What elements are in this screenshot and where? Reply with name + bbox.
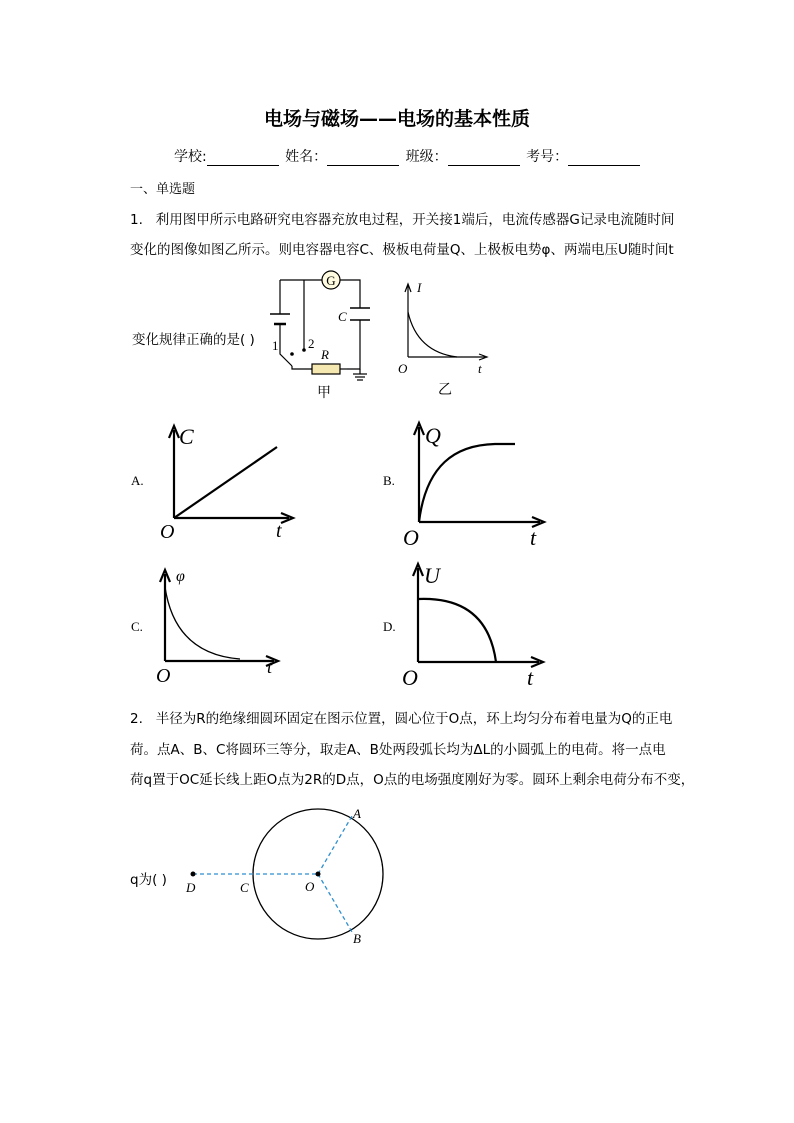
switch-label-2: 2 (308, 336, 315, 351)
current-decay-curve (408, 312, 457, 357)
option-c-origin: O (156, 665, 171, 687)
student-info-row (174, 146, 642, 166)
saturating-increase-curve (419, 444, 515, 522)
label-b: B (353, 931, 361, 946)
option-a-ylabel: C (179, 424, 194, 449)
school-label: 学校: (174, 149, 207, 165)
q2-line1 (130, 707, 672, 727)
name-label: 姓名： (285, 149, 328, 165)
exponential-decay-curve (165, 587, 240, 659)
meter-label: G (326, 273, 336, 288)
q2-text-1: 半径为R的绝缘细圆环固定在图示位置，圆心位于O点，环上均匀分布着电量为Q的正电 (155, 711, 673, 727)
ring-figure (180, 800, 400, 950)
q1-line1 (130, 208, 674, 228)
option-a-label[interactable]: A. (131, 473, 144, 488)
q1-text-2: 变化的图像如图乙所示。则电容器电容C、极板电荷量Q、上极板电势φ、两端电压U随时间t (130, 242, 674, 258)
yi-xlabel: t (478, 361, 482, 376)
capacitor-label: C (338, 309, 347, 324)
graph-current-time (395, 278, 495, 398)
option-d-label[interactable]: D. (383, 619, 396, 634)
class-blank[interactable] (448, 151, 520, 166)
q1-text-1: 利用图甲所示电路研究电容器充放电过程，开关接1端后，电流传感器G记录电流随时间 (155, 212, 675, 228)
option-b-ylabel: Q (425, 423, 441, 448)
q2-text-2: 荷。点A、B、C将圆环三等分，取走A、B处两段弧长均为ΔL的小圆弧上的电荷。将一点电 (130, 742, 666, 758)
label-o: O (305, 879, 315, 894)
quarter-circle-curve (418, 599, 496, 662)
circuit-caption: 甲 (317, 386, 331, 401)
exam-no-blank[interactable] (568, 151, 640, 166)
option-c-ylabel: φ (176, 568, 185, 585)
switch-contact-1 (290, 352, 294, 356)
option-b-xlabel: t (530, 525, 537, 550)
yi-caption: 乙 (438, 383, 452, 398)
q2-text-3: 荷q置于OC延长线上距O点为2R的D点，O点的电场强度刚好为零。圆环上剩余电荷分布不变， (130, 772, 695, 788)
option-d-ylabel: U (424, 563, 440, 588)
q2-number: 2. (130, 711, 143, 727)
yi-ylabel: I (417, 280, 422, 295)
option-c-xlabel: t (267, 657, 273, 677)
label-a: A (353, 806, 361, 821)
option-a-xlabel: t (276, 520, 282, 542)
option-b-label[interactable]: B. (383, 473, 395, 488)
switch-contact-2 (302, 348, 306, 352)
resistor-icon (312, 364, 340, 374)
label-d: D (186, 880, 196, 895)
option-d-xlabel: t (527, 665, 534, 690)
yi-origin: O (398, 361, 408, 376)
option-a-origin: O (160, 521, 175, 543)
q2-text-4: q为( ) (130, 872, 167, 888)
switch-label-1: 1 (272, 338, 279, 353)
option-c-graph[interactable] (150, 562, 290, 690)
option-b-graph[interactable] (400, 415, 560, 551)
q1-text-3: 变化规律正确的是( ) (132, 332, 255, 348)
option-d-origin: O (402, 665, 418, 690)
exam-no-label: 考号： (526, 149, 569, 165)
point-d (191, 872, 196, 877)
linear-increase-curve (174, 447, 277, 518)
class-label: 班级： (405, 149, 448, 165)
label-c: C (240, 880, 249, 895)
section-heading: 一、单选题 (130, 182, 196, 197)
option-c-label[interactable]: C. (131, 619, 143, 634)
option-a-graph[interactable] (155, 418, 305, 544)
ground-icon (353, 374, 367, 380)
circuit-diagram (262, 266, 380, 402)
page-title: 电场与磁场——电场的基本性质 (263, 108, 530, 130)
school-blank[interactable] (207, 151, 279, 166)
point-o (316, 872, 321, 877)
option-d-graph[interactable] (399, 556, 559, 692)
resistor-label: R (321, 347, 329, 362)
name-blank[interactable] (327, 151, 399, 166)
q1-number: 1. (130, 212, 143, 228)
option-b-origin: O (403, 525, 419, 550)
